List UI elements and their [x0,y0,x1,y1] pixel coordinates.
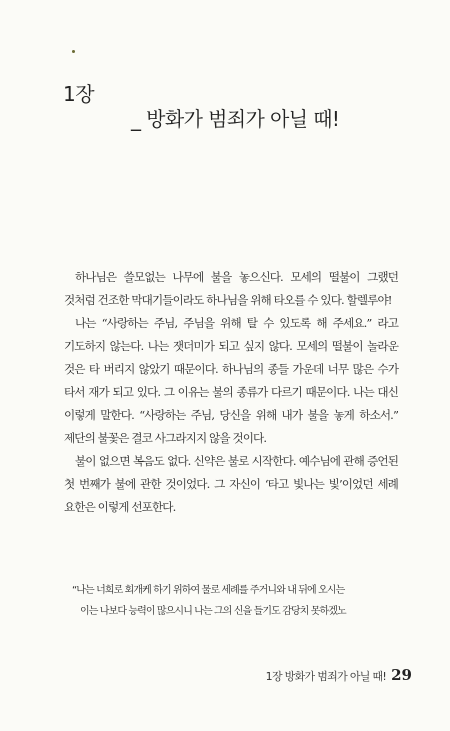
quote-line: 이는 나보다 능력이 많으시니 나는 그의 신을 들기도 감당치 못하겠노 [80,606,346,617]
running-footer [266,666,412,684]
scripture-quote [72,580,400,622]
paragraph: 나는 “사랑하는 주님, 주님을 위해 탈 수 있도록 해 주세요.” 라고 기도하지 않는다. 나는 잿더미가 되고 싶지 않다. 모세의 떨불이 놀라운 것은 타 버리지 않았기 때문이다. 하나님의 종들 가운데 너무 많은 수가 타서 재가 되고 있다. 그 이유는 불의 종류가 다르기 때문이다. 나는 대신 이렇게 말한다. “사랑하는 주님, 당신을 위해 내가 불을 놓게 하소서.” 제단의 불꽃은 결코 사그라지지 않을 것이다. [64,316,398,445]
body-text [64,266,398,519]
decorative-dot [72,50,75,53]
quote-line: “나는 너희로 회개케 하기 위하여 물로 세례를 주거니와 내 뒤에 오시는 [72,585,345,596]
running-title: 1장 방화가 범죄가 아닐 때! [265,670,387,683]
chapter-title: _ 방화가 범죄가 아닐 때! [131,107,340,131]
paragraph: 불이 없으면 복음도 없다. 신약은 불로 시작한다. 예수님에 관해 증언된 첫 번째가 불에 관한 것이었다. 그 자신이 ‘타고 빛나는 빛’이었던 세례 요한은 이렇게 선포한다. [64,454,398,514]
paragraph: 하나님은 쓸모없는 나무에 불을 놓으신다. 모세의 떨불이 그랬던 것처럼 건조한 막대기들이라도 하나님을 위해 타오를 수 있다. 할렐루야! [64,270,398,307]
chapter-label: 1장 [63,82,95,106]
page-number: 29 [391,666,412,684]
